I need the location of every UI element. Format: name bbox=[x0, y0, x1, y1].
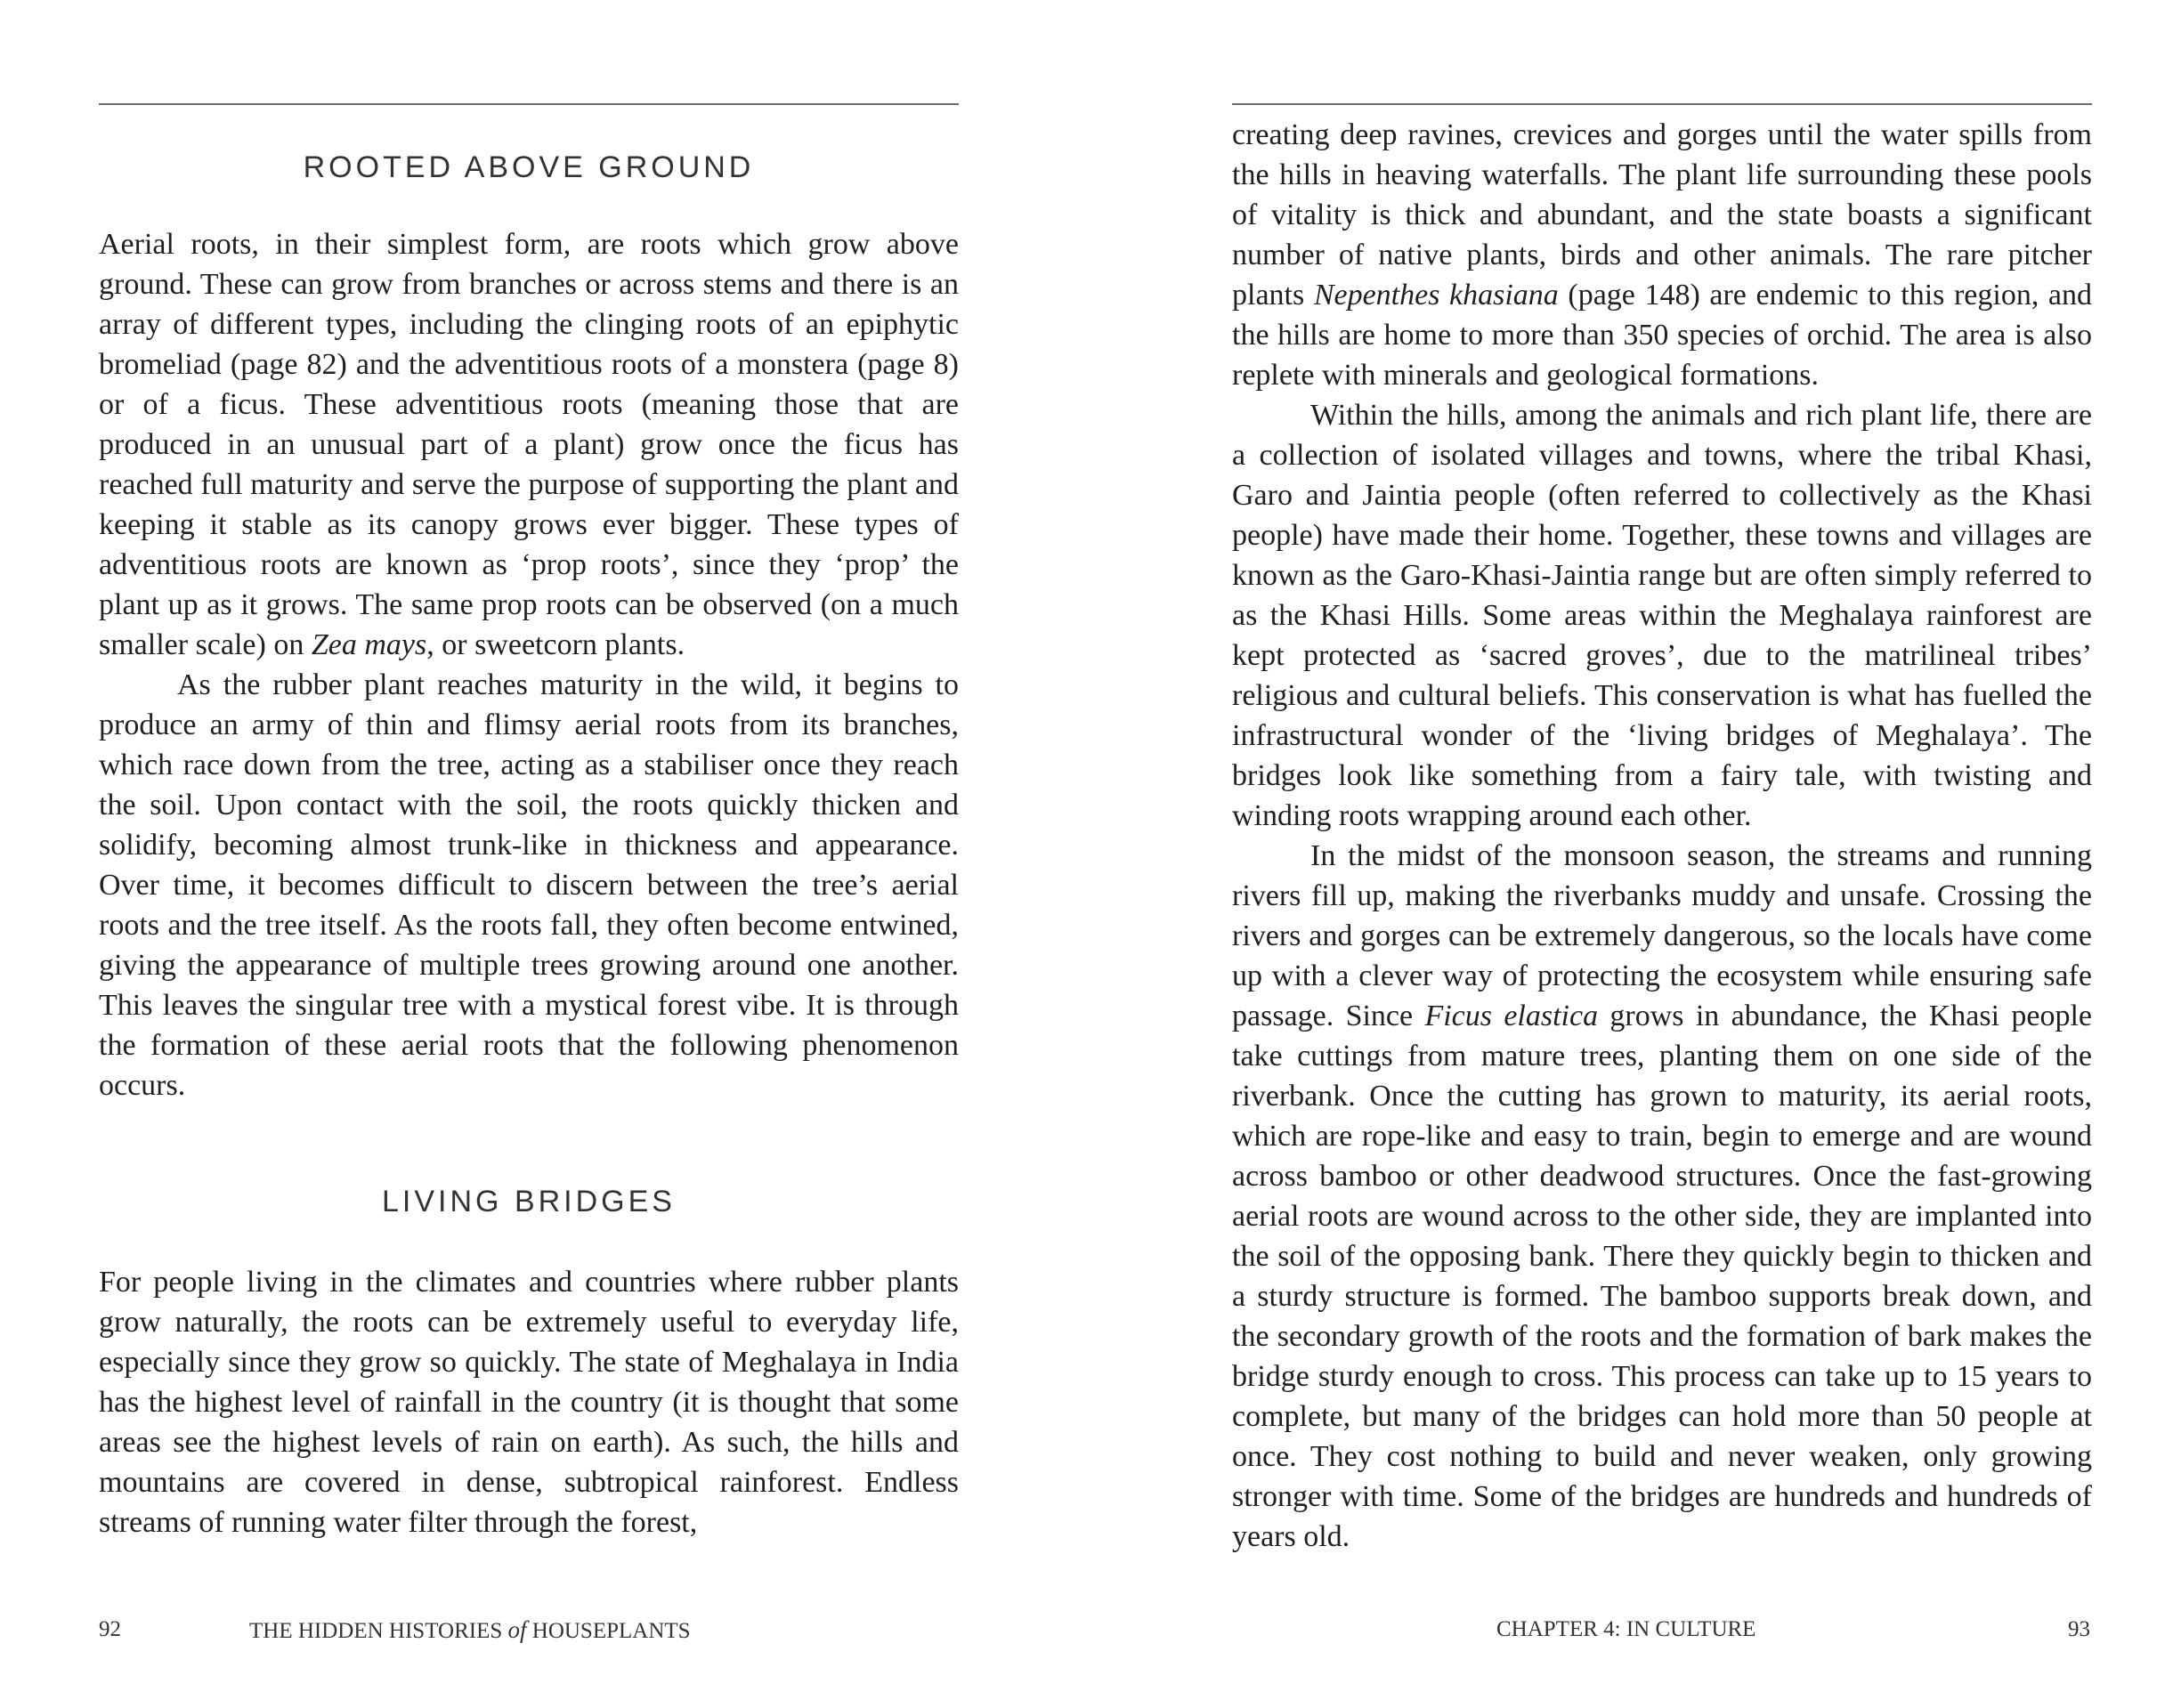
italic-species-name: Zea mays bbox=[311, 628, 427, 661]
running-title-part: HOUSEPLANTS bbox=[526, 1619, 691, 1643]
text-run: grows in abundance, the Khasi people take cuttings from mature trees, planting them on one side of the riverbank. Once the cutting has grown to maturity, its aerial roots, which are rope-like and easy to train, begin to emerge and are wound across bamboo or other deadwood structures. Once the fast-growing aerial roots are wound across to the other side, they are implanted into the soil of the opposing bank. There they quickly begin to thicken and a sturdy structure is formed. The bamboo supports break down, and the secondary growth of the roots and the formation of bark makes the bridge sturdy enough to cross. This process can take up to 15 years to complete, but many of the bridges can hold more than 50 people at once. They cost nothing to build and never weaken, only growing stronger with time. Some of the bridges are hundreds and hundreds of years old. bbox=[1232, 1000, 2092, 1553]
text-run: creating deep ravines, crevices and gorges until the water spills from the hills in heaving waterfalls. The plant life surrounding these pools of vitality is thick and abundant, and the state boasts a significant number of native plants, birds and other animals. The rare pitcher plants bbox=[1232, 118, 2092, 312]
paragraph: Within the hills, among the animals and rich plant life, there are a collection of isolated villages and towns, where the tribal Khasi, Garo and Jaintia people (often referred to collectively as the Khasi people) have made their home. Together, these towns and villages are known as the Garo-Khasi-Jaintia range but are often simply referred to as the Khasi Hills. Some areas within the Meghalaya rainforest are kept protected as ‘sacred groves’, due to the matrilineal tribes’ religious and cultural beliefs. This conservation is what has fuelled the infrastructural wonder of the ‘living bridges of Meghalaya’. The bridges look like something from a fairy tale, with twisting and winding roots wrapping around each other. bbox=[1232, 399, 2092, 832]
top-rule bbox=[1232, 103, 2092, 105]
left-column bbox=[99, 142, 959, 1542]
page-number: 92 bbox=[99, 1617, 121, 1641]
running-title-italic: of bbox=[507, 1616, 527, 1643]
top-rule bbox=[99, 103, 959, 105]
paragraph bbox=[1232, 115, 2092, 395]
italic-species-name: Ficus elastica bbox=[1424, 1000, 1599, 1032]
paragraph bbox=[99, 224, 959, 665]
text-run: Aerial roots, in their simplest form, are roots which grow above ground. These can grow from branches or across stems and there is an array of different types, including the clinging roots of an epiphytic bromeliad (page 82) and the adventitious roots of a monstera (page 8) or of a ficus. These adventitious roots (meaning those that are produced in an unusual part of a plant) grow once the ficus has reached full maturity and serve the purpose of supporting the plant and keeping it stable as its canopy grows ever bigger. These types of adventitious roots are known as ‘prop roots’, since they ‘prop’ the plant up as it grows. The same prop roots can be observed (on a much smaller scale) on bbox=[99, 228, 959, 661]
chapter-title: CHAPTER 4: IN CULTURE bbox=[1496, 1617, 1756, 1641]
right-page bbox=[1090, 0, 2181, 1708]
running-title-part: THE HIDDEN HISTORIES bbox=[249, 1619, 508, 1643]
paragraph bbox=[1232, 836, 2092, 1557]
running-title bbox=[249, 1614, 691, 1647]
text-run: , or sweetcorn plants. bbox=[426, 628, 685, 661]
text-run: In the midst of the monsoon season, the streams and running rivers fill up, making the riverbanks muddy and unsafe. Crossing the rivers and gorges can be extremely dangerous, so the locals have come up with a clever way of protecting the ecosystem while ensuring safe passage. Since bbox=[1232, 839, 2092, 1032]
page-number: 93 bbox=[2068, 1617, 2090, 1641]
italic-species-name: Nepenthes khasiana bbox=[1313, 279, 1559, 312]
text-run: (page 148) are endemic to this region, and the hills are home to more than 350 species of orchid. The area is also replete with minerals and geological formations. bbox=[1232, 279, 2092, 392]
section-heading-living-bridges: LIVING BRIDGES bbox=[382, 1185, 676, 1218]
paragraph: For people living in the climates and countries where rubber plants grow naturally, the roots can be extremely useful to everyday life, especially since they grow so quickly. The state of Meghalaya in India has the highest level of rainfall in the country (it is thought that some areas see the highest levels of rain on earth). As such, the hills and mountains are covered in dense, subtropical rainforest. Endless streams of running water filter through the forest, bbox=[99, 1266, 959, 1539]
left-page bbox=[0, 0, 1090, 1708]
right-column bbox=[1232, 115, 2092, 1557]
section-heading-rooted-above-ground: ROOTED ABOVE GROUND bbox=[303, 150, 755, 184]
paragraph: As the rubber plant reaches maturity in the wild, it begins to produce an army of thin and flimsy aerial roots from its branches, which race down from the tree, acting as a stabiliser once they reach the soil. Upon contact with the soil, the roots quickly thicken and solidify, becoming almost trunk-like in thickness and appearance. Over time, it becomes difficult to discern between the tree’s aerial roots and the tree itself. As the roots fall, they often become entwined, giving the appearance of multiple trees growing around one another. This leaves the singular tree with a mystical forest vibe. It is through the formation of these aerial roots that the following phenomenon occurs. bbox=[99, 668, 959, 1102]
